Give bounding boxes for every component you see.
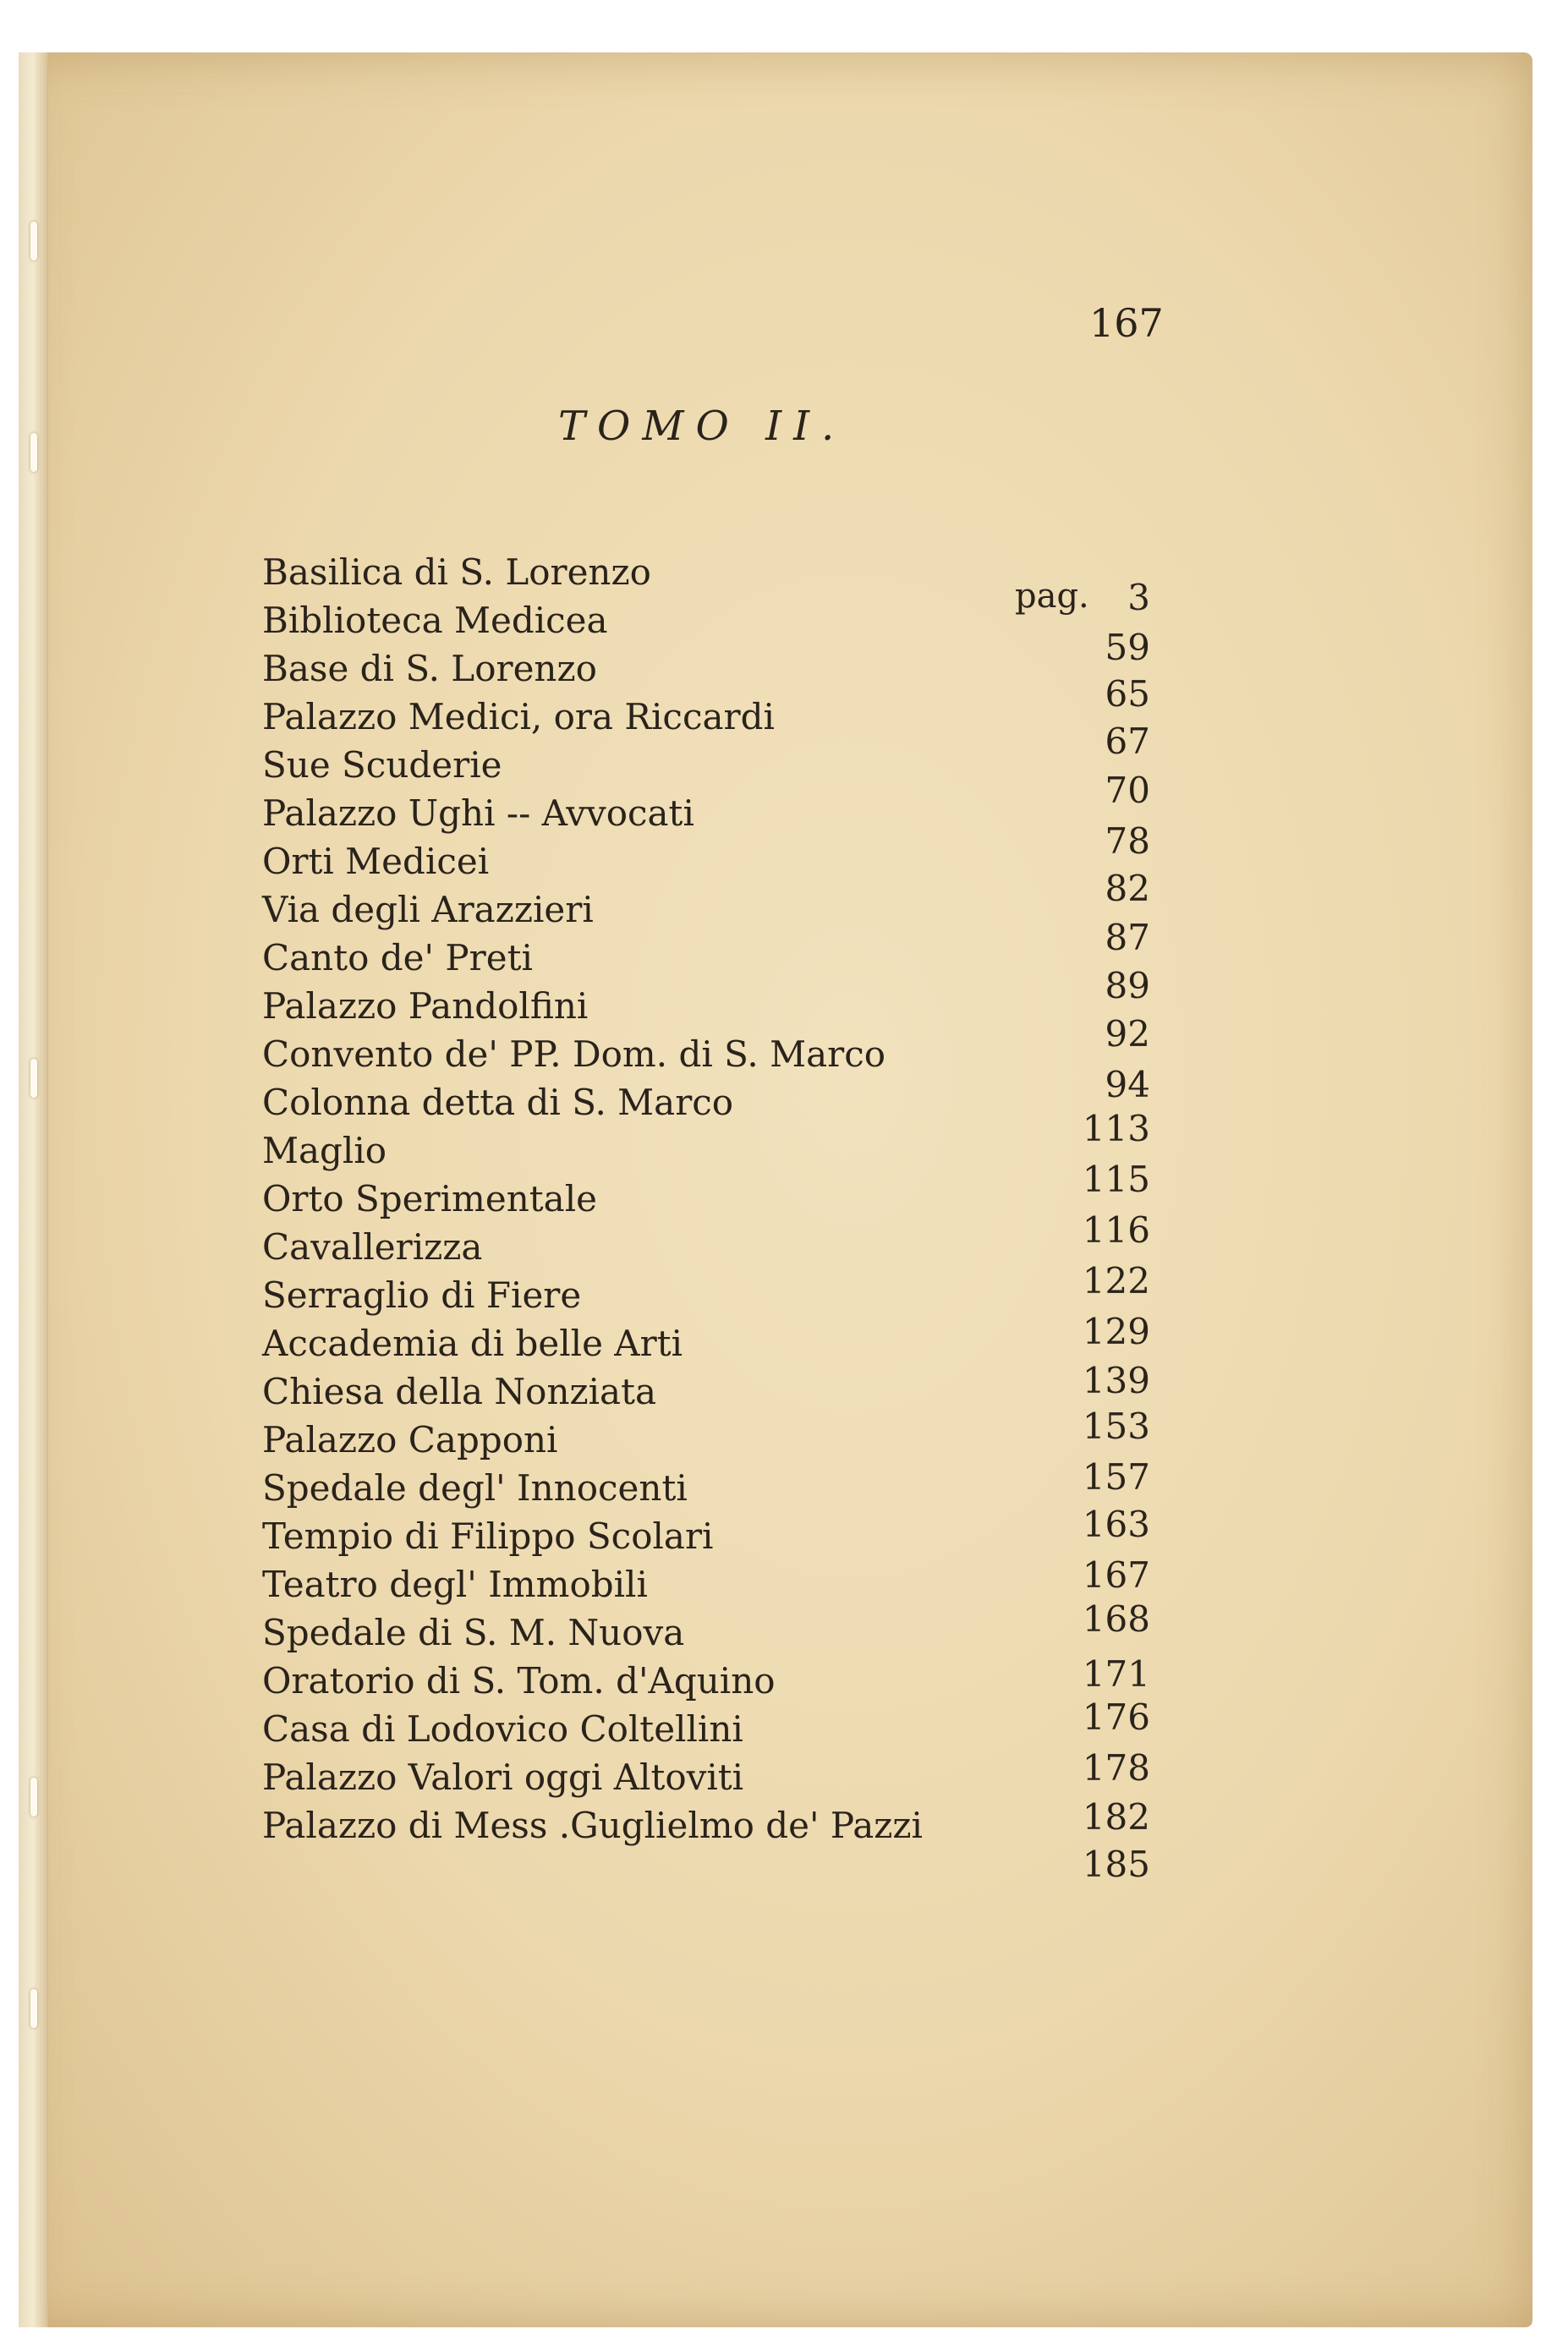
toc-entry-title: Palazzo Medici, ora Riccardi [262,696,775,737]
toc-entry-title: Canto de' Preti [262,937,533,978]
toc-entry-title: Palazzo Ughi -- Avvocati [262,792,694,834]
binding-stitch [30,222,37,260]
toc-entry-title: Orto Sperimentale [262,1178,597,1219]
toc-entry-title: Palazzo Capponi [262,1419,558,1460]
toc-entry-page: 163 [1082,1504,1150,1545]
toc-entry-page: 94 [1105,1064,1150,1105]
toc-entry-page: 113 [1082,1108,1150,1149]
toc-entry-page: 116 [1082,1209,1150,1251]
toc-entry-page: 87 [1105,917,1150,958]
page-column-label: pag. [1015,577,1089,616]
toc-entry-title: Casa di Lodovico Coltellini [262,1708,743,1750]
toc-entry-title: Maglio [262,1130,387,1171]
toc-entry-title: Accademia di belle Arti [262,1323,683,1364]
toc-entry-page: 171 [1082,1653,1150,1695]
toc-entry-page: 167 [1082,1554,1150,1596]
toc-entry-title: Tempio di Filippo Scolari [262,1515,714,1557]
toc-entry-page: 122 [1082,1260,1150,1302]
toc-entry-title: Colonna detta di S. Marco [262,1082,734,1123]
book-page [19,52,1532,2327]
toc-entry-title: Base di S. Lorenzo [262,648,597,689]
toc-entry-page: 78 [1105,820,1150,862]
toc-entry-title: Basilica di S. Lorenzo [262,551,651,593]
toc-entry-title: Biblioteca Medicea [262,600,608,641]
toc-entry-title: Serraglio di Fiere [262,1274,582,1316]
toc-entry-title: Teatro degl' Immobili [262,1564,648,1605]
toc-entry-page: 182 [1082,1796,1150,1838]
toc-entry-page: 115 [1082,1159,1150,1200]
toc-entry-page: 129 [1082,1311,1150,1352]
toc-entry-title: Via degli Arazzieri [262,889,594,930]
toc-entry-page: 89 [1105,965,1150,1006]
toc-entry-page: 67 [1105,721,1150,762]
toc-entry-page: 176 [1082,1696,1150,1738]
toc-entry-page: 65 [1105,673,1150,715]
toc-entry-page: 3 [1127,577,1150,618]
volume-title: TOMO II. [558,403,847,450]
toc-entry-title: Spedale di S. M. Nuova [262,1612,685,1653]
toc-entry-title: Oratorio di S. Tom. d'Aquino [262,1660,776,1702]
toc-entry-title: Palazzo Pandolfini [262,985,589,1027]
toc-entry-title: Palazzo di Mess .Guglielmo de' Pazzi [262,1805,923,1846]
binding-stitch [30,1989,37,2028]
binding-stitch [30,1059,37,1098]
page-number: 167 [1089,300,1164,346]
toc-entry-page: 92 [1105,1013,1150,1055]
toc-entry-title: Convento de' PP. Dom. di S. Marco [262,1033,886,1075]
toc-entry-page: 153 [1082,1406,1150,1447]
toc-entry-title: Orti Medicei [262,841,490,882]
toc-entry-title: Sue Scuderie [262,744,502,786]
toc-entry-page: 157 [1082,1456,1150,1498]
toc-entry-title: Chiesa della Nonziata [262,1371,657,1412]
toc-entry-title: Cavallerizza [262,1226,483,1268]
toc-entry-page: 82 [1105,868,1150,909]
toc-entry-page: 178 [1082,1747,1150,1789]
toc-entry-page: 139 [1082,1360,1150,1401]
toc-entry-page: 185 [1082,1844,1150,1885]
binding-stitch [30,1778,37,1817]
toc-entry-page: 70 [1105,770,1150,811]
binding-edge [19,52,48,2327]
toc-entry-page: 59 [1105,627,1150,668]
toc-entry-title: Spedale degl' Innocenti [262,1467,688,1509]
toc-entry-page: 168 [1082,1598,1150,1640]
toc-entry-title: Palazzo Valori oggi Altoviti [262,1756,744,1798]
binding-stitch [30,433,37,472]
